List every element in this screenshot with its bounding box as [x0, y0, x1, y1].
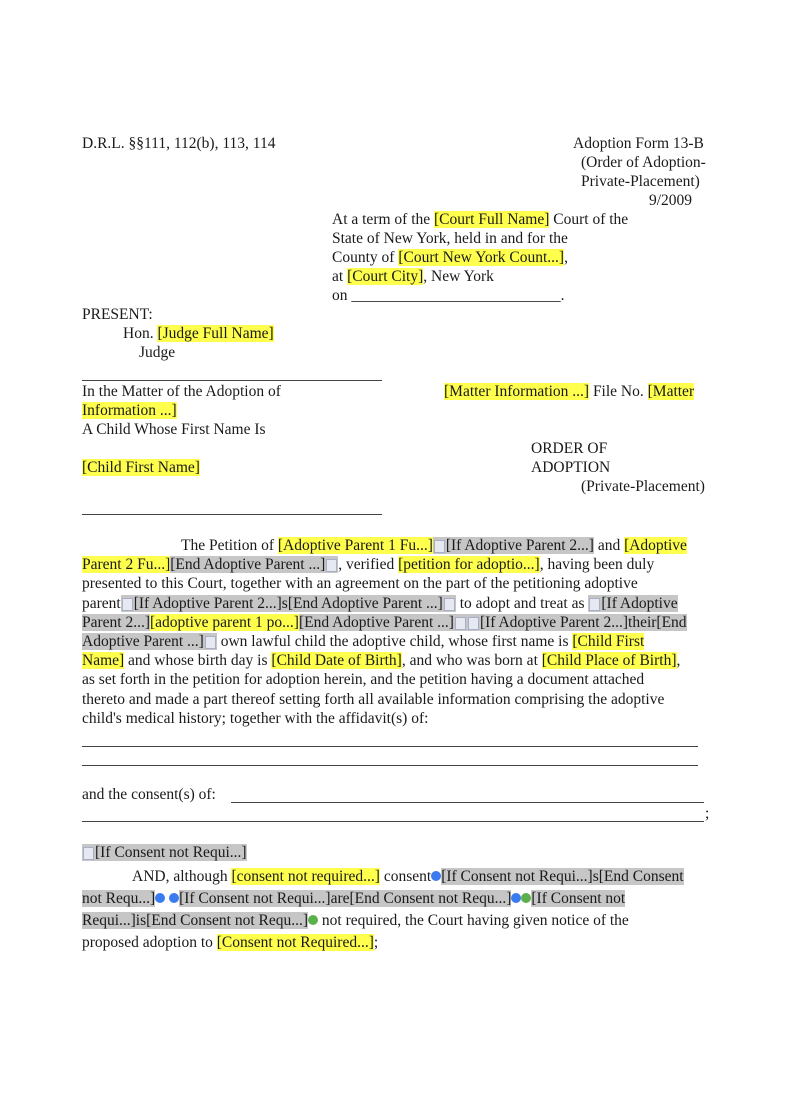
present-label: PRESENT:	[82, 306, 153, 323]
conditional-field[interactable]: [If Adoptive Parent 2...]	[445, 537, 594, 554]
consent-blank-2[interactable]	[82, 821, 704, 822]
matter-line: In the Matter of the Adoption of	[82, 383, 281, 400]
child-first-name-line	[82, 459, 200, 477]
text: [If Consent not Requi...]	[95, 844, 247, 861]
court-city-field[interactable]: [Court City]	[347, 268, 424, 285]
conditional-field[interactable]	[121, 595, 134, 612]
conditional-field[interactable]: Adoptive Parent ...]	[82, 632, 204, 650]
text: At a term of the	[332, 211, 435, 228]
conditional-field[interactable]: [If Adoptive Parent 2...]their[End	[479, 613, 687, 631]
file-number-line	[444, 383, 694, 401]
conditional-field[interactable]	[204, 633, 217, 650]
adoptive-parent-2-field-cont[interactable]: Parent 2 Fu...]	[82, 556, 171, 574]
field-marker-icon	[589, 598, 600, 611]
field-marker-icon	[455, 617, 466, 630]
petition-line	[82, 613, 732, 632]
field-marker-icon	[468, 617, 479, 630]
text: consent	[379, 868, 432, 885]
county-field[interactable]: [Court New York Count...]	[398, 249, 565, 266]
text: parent	[82, 594, 121, 612]
text: Hon.	[123, 325, 158, 342]
text: and	[593, 537, 625, 554]
court-name-field[interactable]: [Court Full Name]	[434, 211, 550, 228]
court-term-line	[332, 211, 628, 229]
consent-line	[82, 932, 732, 954]
consent-not-required-to-field[interactable]: [Consent not Required...]	[216, 934, 374, 951]
consents-label: and the consent(s) of:	[82, 786, 216, 803]
field-marker-icon	[434, 540, 445, 553]
conditional-field[interactable]: [If Adoptive Parent 2...]s[End Adoptive Parent ...]	[133, 594, 443, 612]
green-marker-icon	[521, 893, 531, 903]
consent-line	[82, 866, 732, 888]
affidavit-blank-2[interactable]	[82, 765, 698, 766]
conditional-field[interactable]: Requi...]is[End Consent not Requ...]	[82, 912, 309, 929]
order-title-1: ORDER OF	[531, 440, 608, 457]
form-subtitle-1: (Order of Adoption-	[581, 154, 706, 171]
text: , verified	[338, 556, 399, 574]
matter-field[interactable]: [Matter	[647, 383, 695, 400]
child-first-name-label: A Child Whose First Name Is	[82, 421, 266, 438]
text: proposed adoption to	[82, 934, 217, 951]
adoptive-parent-1-field[interactable]: [Adoptive Parent 1 Fu...]	[277, 537, 433, 554]
consent-blank-1[interactable]	[231, 802, 704, 803]
conditional-field[interactable]: Parent 2...]	[82, 613, 151, 631]
conditional-field[interactable]: [End Adoptive Parent ...]	[298, 613, 454, 631]
petition-line: presented to this Court, together with an agreement on the part of the petitioning adoptive	[82, 575, 638, 593]
statute-reference: D.R.L. §§111, 112(b), 113, 114	[82, 135, 276, 152]
affidavit-blank-1[interactable]	[82, 746, 698, 747]
blue-marker-icon	[431, 871, 441, 881]
county-line	[332, 249, 568, 267]
petition-line	[82, 536, 732, 555]
blue-marker-icon	[511, 893, 521, 903]
text: ;	[373, 934, 379, 951]
field-marker-icon	[83, 847, 94, 860]
matter-info-field-cont[interactable]: Information ...]	[82, 402, 177, 419]
text: , having been duly	[539, 556, 655, 574]
conditional-field[interactable]: [If Consent not Requi...]s[End Consent	[441, 868, 684, 885]
conditional-field[interactable]: [If Consent not	[531, 890, 626, 907]
text: to adopt and treat as	[455, 594, 589, 612]
blue-marker-icon	[155, 893, 165, 903]
judge-name-field[interactable]: [Judge Full Name]	[157, 325, 274, 342]
field-marker-icon	[326, 559, 337, 572]
form-subtitle-2: Private-Placement)	[581, 173, 700, 190]
matter-info-field[interactable]: [Matter Information ...]	[444, 383, 590, 400]
petition-for-adoption-field[interactable]: [petition for adoptio...]	[398, 556, 540, 574]
conditional-field[interactable]	[433, 537, 446, 554]
child-dob-field[interactable]: [Child Date of Birth]	[271, 652, 402, 670]
text: County of	[332, 249, 399, 266]
child-first-name-field[interactable]: [Child First	[572, 632, 645, 650]
date-line: on ___________________________.	[332, 287, 565, 304]
form-title: Adoption Form 13-B	[573, 135, 704, 152]
green-marker-icon	[308, 915, 318, 925]
child-first-name-field-cont[interactable]: Name]	[82, 652, 125, 670]
conditional-field[interactable]: [If Adoptive	[601, 594, 678, 612]
conditional-field[interactable]	[454, 614, 480, 631]
petition-line: as set forth in the petition for adoption herein, and the petition having a document attached	[82, 671, 645, 689]
judge-title: Judge	[139, 344, 176, 361]
conditional-field[interactable]: [End Adoptive Parent ...]	[170, 556, 326, 574]
text: ,	[676, 652, 681, 670]
text: AND, although	[132, 868, 232, 885]
judge-line	[123, 325, 274, 343]
field-marker-icon	[122, 598, 133, 611]
city-line	[332, 268, 494, 286]
text: at	[332, 268, 348, 285]
petition-line: child's medical history; together with the affidavit(s) of:	[82, 709, 429, 727]
text: , and who was born at	[401, 652, 542, 670]
petition-line	[82, 594, 732, 613]
order-title-2: ADOPTION	[531, 459, 611, 476]
field-marker-icon	[444, 598, 455, 611]
blue-marker-icon	[169, 893, 179, 903]
text: , New York	[423, 268, 494, 285]
petition-line	[82, 555, 732, 574]
adoptive-parent-2-field[interactable]: [Adoptive	[624, 537, 687, 554]
conditional-field[interactable]	[443, 595, 456, 612]
text: File No.	[589, 383, 648, 400]
text: The Petition of	[181, 537, 278, 554]
text: not required, the Court having given notice of the	[318, 912, 629, 929]
petition-paragraph	[82, 536, 732, 728]
order-title-3: (Private-Placement)	[581, 478, 705, 495]
caption-top-rule	[82, 380, 382, 381]
field-marker-icon	[205, 636, 216, 649]
petition-line	[82, 632, 732, 651]
matter-info-line	[82, 402, 177, 420]
consent-not-required-field[interactable]: [consent not required...]	[231, 868, 380, 885]
conditional-field[interactable]: not Requ...]	[82, 890, 156, 907]
caption-bottom-rule	[82, 514, 382, 515]
text: and whose birth day is	[124, 652, 272, 670]
text: Court of the	[549, 211, 629, 228]
consent-conditional-line	[82, 844, 247, 862]
adoptive-parent-1-pronoun-field[interactable]: [adoptive parent 1 po...]	[150, 613, 299, 631]
conditional-field[interactable]	[325, 556, 338, 573]
consent-line	[82, 888, 732, 910]
state-line: State of New York, held in and for the	[332, 230, 568, 247]
child-birthplace-field[interactable]: [Child Place of Birth]	[541, 652, 677, 670]
text: ,	[564, 249, 568, 266]
conditional-field[interactable]	[82, 844, 247, 861]
petition-line: thereto and made a part thereof setting forth all available information comprising the adoptive	[82, 690, 665, 708]
petition-line	[82, 651, 732, 670]
text: own lawful child the adoptive child, whose first name is	[216, 632, 573, 650]
child-first-name-field[interactable]: [Child First Name]	[82, 459, 200, 476]
form-date: 9/2009	[649, 192, 693, 209]
consent-semicolon: ;	[705, 805, 710, 822]
conditional-field[interactable]	[588, 595, 601, 612]
conditional-field[interactable]: [If Consent not Requi...]are[End Consent not Requ...]	[179, 890, 512, 907]
consent-line	[82, 910, 732, 932]
consent-paragraph	[82, 866, 732, 954]
